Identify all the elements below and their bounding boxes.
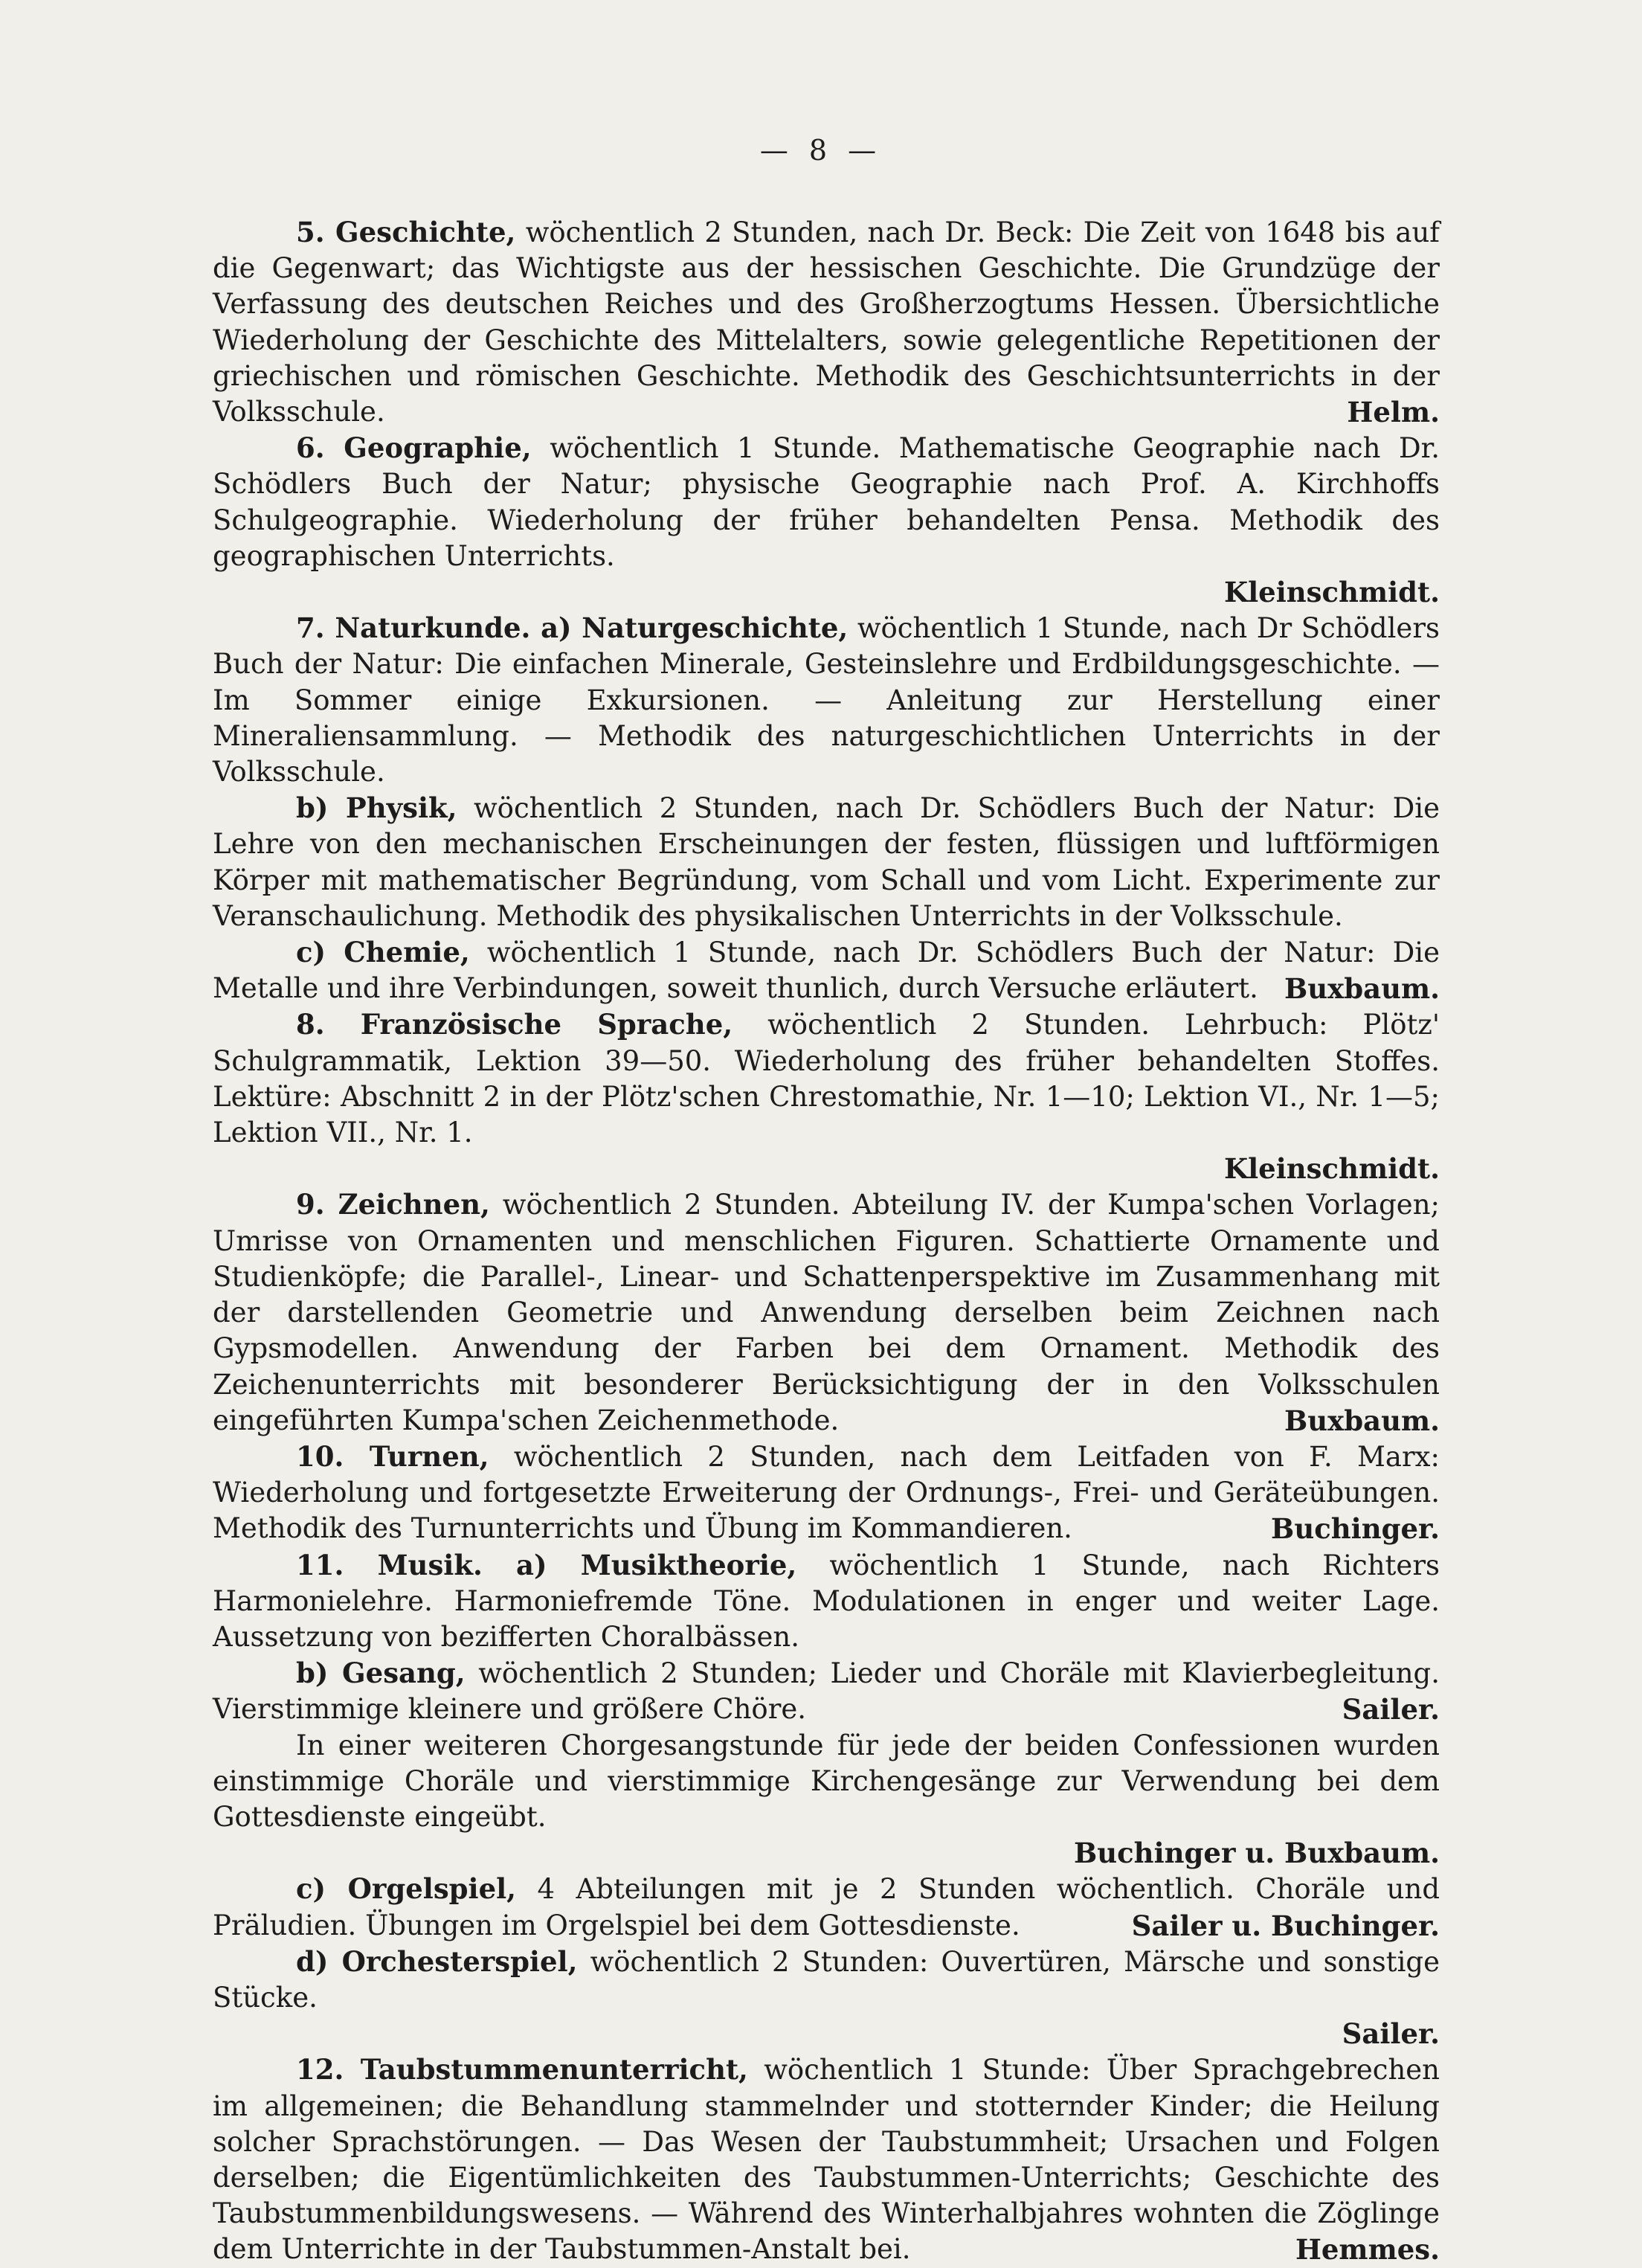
teacher-name: Kleinschmidt. [1223, 1152, 1440, 1186]
section-musiktheorie [213, 1547, 1440, 1656]
document-body [213, 214, 1440, 2268]
section-heading: 12. Taubstummenunterricht, [296, 2053, 748, 2087]
section-taubstummenunterricht [213, 2052, 1440, 2267]
page-number: — 8 — [759, 134, 883, 167]
section-heading: b) Gesang, [296, 1657, 466, 1690]
teacher-name: Sailer. [1342, 1693, 1440, 1726]
section-geschichte [213, 214, 1440, 430]
teacher-name: Buxbaum. [1284, 972, 1440, 1006]
teacher-name: Hemmes. [1295, 2233, 1440, 2267]
teacher-name: Sailer u. Buchinger. [1131, 1909, 1440, 1942]
section-heading: c) Chemie, [296, 936, 470, 969]
section-orchesterspiel [213, 1944, 1440, 2016]
teacher-name: Kleinschmidt. [1223, 576, 1440, 609]
teacher-name: Buxbaum. [1284, 1404, 1440, 1437]
section-text: wöchentlich 1 Stunde, nach Richters Harmonielehre. Harmoniefremde Töne. Modulationen in enger und weiter Lage. Aussetzung von bezifferten Choralbässen. [213, 1549, 1440, 1653]
section-text: wöchentlich 1 Stunde: Über Sprachgebrechen im allgemeinen; die Behandlung stammelnder und stotternder Kinder; die Heilung solcher Sprachstörungen. — Das Wesen der Taubstummheit; Ursachen und Folgen derselben; die Eigentümlichkeiten des Taubstummen-Unterrichts; Geschichte des Taubstummenbildungswesens. — Während des Winterhalbjahres wohnten die Zöglinge dem Unterrichte in der Taubstummen-Anstalt bei. [213, 2054, 1440, 2266]
section-text: wöchentlich 2 Stunden. Abteilung IV. der Kumpa'schen Vorlagen; Umrisse von Ornamenten und menschlichen Figuren. Schattierte Ornamente und Studienköpfe; die Parallel-, Linear- und Schattenperspektive im Zusammenhang mit der darstellenden Geometrie und Anwendung derselben beim Zeichnen nach Gypsmodellen. Anwendung der Farben bei dem Ornament. Methodik des Zeichenunterrichts mit besonderer Berücksichtigung der in den Volksschulen eingeführten Kumpa'schen Zeichenmethode. [213, 1189, 1440, 1436]
section-heading: d) Orchesterspiel, [296, 1944, 578, 1978]
section-heading: 11. Musik. a) Musiktheorie, [296, 1548, 797, 1581]
section-text: wöchentlich 2 Stunden. Lehrbuch: Plötz' Schulgrammatik, Lektion 39—50. Wiederholung des früher behandelten Stoffes. Lektüre: Abschnitt 2 in der Plötz'schen Chrestomathie, Nr. 1—10; Lektion VI., Nr. 1—5; Lektion VII., Nr. 1. [213, 1009, 1440, 1149]
section-zeichnen [213, 1186, 1440, 1438]
teacher-name: Buchinger u. Buxbaum. [1073, 1837, 1440, 1870]
section-text: wöchentlich 1 Stunde, nach Dr Schödlers Buch der Natur: Die einfachen Minerale, Gesteinslehre und Erdbildungsgeschichte. — Im Sommer einige Exkursionen. — Anleitung zur Herstellung einer Mineraliensammlung. — Methodik des naturgeschichtlichen Unterrichts in der Volksschule. [213, 612, 1440, 788]
section-geographie [213, 430, 1440, 574]
section-orgelspiel [213, 1871, 1440, 1943]
section-heading: 8. Französische Sprache, [296, 1008, 733, 1041]
section-heading: 10. Turnen, [296, 1439, 489, 1473]
teacher-name: Buchinger. [1271, 1512, 1440, 1546]
section-text: wöchentlich 2 Stunden, nach Dr. Schödlers Buch der Natur: Die Lehre von den mechanischen Erscheinungen der festen, flüssigen und luftförmigen Körper mit mathematischer Begründung, vom Schall und vom Licht. Experimente zur Veranschaulichung. Methodik des physikalischen Unterrichts in der Volksschule. [213, 792, 1440, 932]
teacher-name: Sailer. [1342, 2017, 1440, 2051]
section-heading: c) Orgelspiel, [296, 1872, 517, 1906]
section-text: wöchentlich 2 Stunden: Ouvertüren, Märsche und sonstige Stücke. [213, 1945, 1440, 2014]
section-naturgeschichte [213, 610, 1440, 790]
section-text: wöchentlich 1 Stunde, nach Dr. Schödlers Buch der Natur: Die Metalle und ihre Verbindungen, soweit thunlich, durch Versuche erläutert. [213, 937, 1440, 1005]
section-heading: 9. Zeichnen, [296, 1188, 490, 1221]
section-physik [213, 790, 1440, 934]
section-text: wöchentlich 2 Stunden, nach dem Leitfaden von F. Marx: Wiederholung und fortgesetzte Erweiterung der Ordnungs-, Frei- und Geräteübungen. Methodik des Turnunterrichts und Übung im Kommandieren. [213, 1440, 1440, 1545]
teacher-name: Helm. [1347, 396, 1440, 429]
section-turnen [213, 1439, 1440, 1547]
section-heading: 6. Geographie, [296, 431, 532, 465]
section-text: wöchentlich 2 Stunden; Lieder und Choräle mit Klavierbegleitung. Vierstimmige kleinere und größere Chöre. [213, 1657, 1440, 1726]
section-heading: 7. Naturkunde. a) Naturgeschichte, [296, 611, 849, 645]
section-text: 4 Abteilungen mit je 2 Stunden wöchentlich. Choräle und Präludien. Übungen im Orgelspiel bei dem Gottesdienste. [213, 1873, 1440, 1941]
section-franzoesisch [213, 1006, 1440, 1151]
section-gesang [213, 1655, 1440, 1727]
section-heading: b) Physik, [296, 791, 457, 825]
section-gesang-extra [213, 1728, 1440, 1836]
section-heading: 5. Geschichte, [296, 216, 516, 248]
section-text: wöchentlich 1 Stunde. Mathematische Geographie nach Dr. Schödlers Buch der Natur; physische Geographie nach Prof. A. Kirchhoffs Schulgeographie. Wiederholung der früher behandelten Pensa. Methodik des geographischen Unterrichts. [213, 432, 1440, 572]
section-text: wöchentlich 2 Stunden, nach Dr. Beck: Die Zeit von 1648 bis auf die Gegenwart; das Wichtigste aus der hessischen Geschichte. Die Grundzüge der Verfassung des deutschen Reiches und des Großherzogtums Hessen. Übersichtliche Wiederholung der Geschichte des Mittelalters, sowie gelegentliche Repetitionen der griechischen und römischen Geschichte. Methodik des Geschichtsunterrichts in der Volksschule. [213, 216, 1440, 428]
section-text: In einer weiteren Chorgesangstunde für jede der beiden Confessionen wurden einstimmige Choräle und vierstimmige Kirchengesänge zur Verwendung bei dem Gottesdienste eingeübt. [213, 1729, 1440, 1833]
section-chemie [213, 934, 1440, 1006]
